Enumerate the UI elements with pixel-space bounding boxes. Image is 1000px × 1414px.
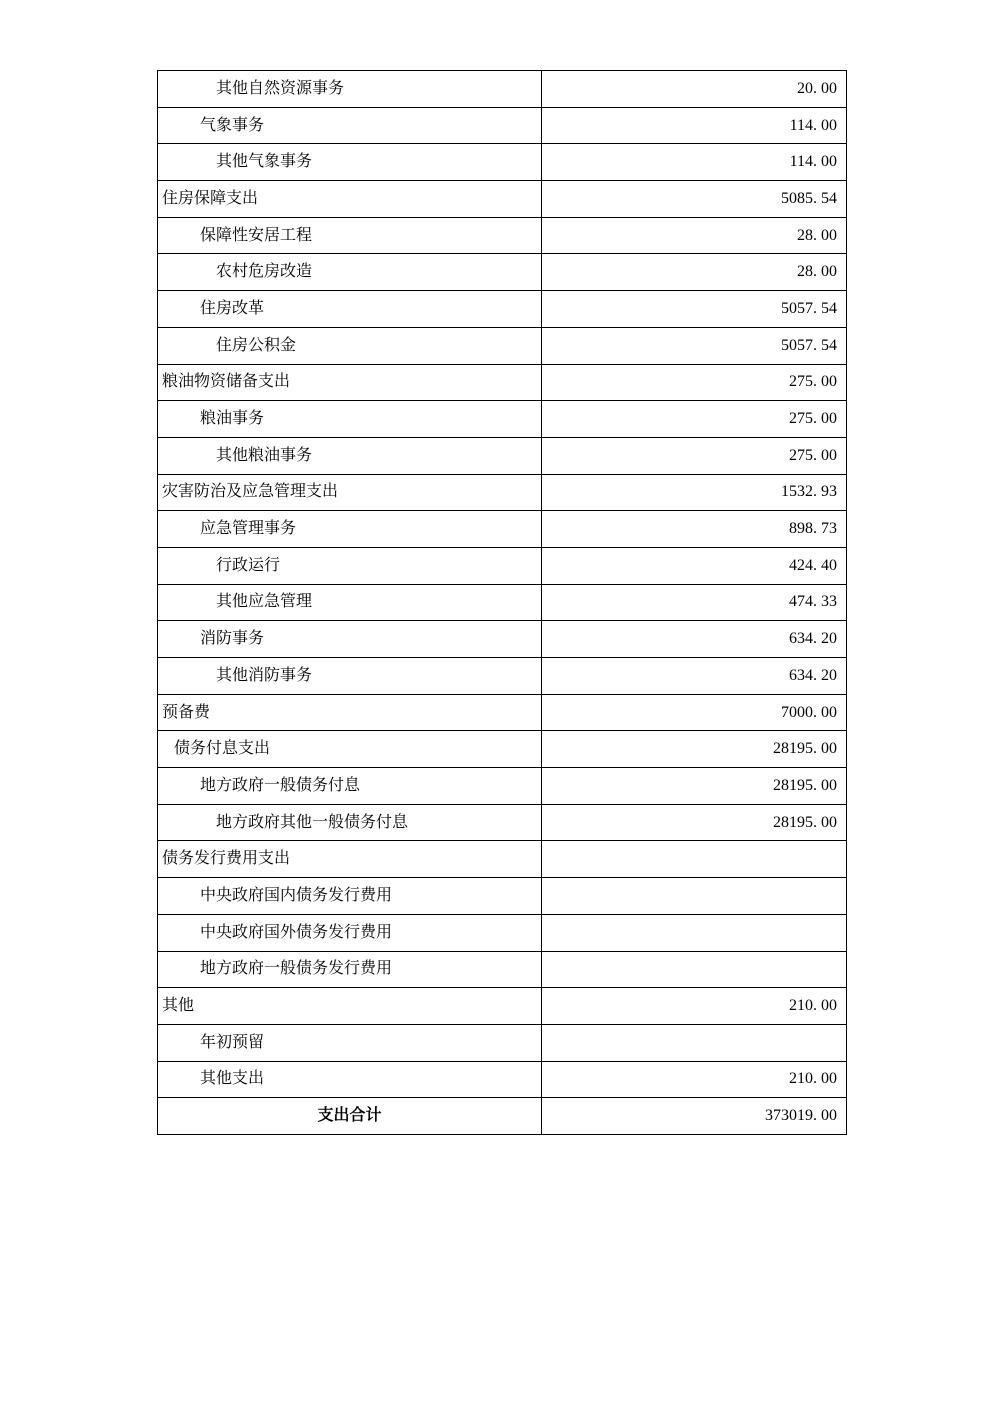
row-label: 粮油物资储备支出 <box>158 364 542 401</box>
row-value <box>542 841 847 878</box>
table-row <box>158 694 847 731</box>
row-label: 其他粮油事务 <box>158 437 542 474</box>
table-row <box>158 474 847 511</box>
row-value: 114. 00 <box>542 107 847 144</box>
row-value: 7000. 00 <box>542 694 847 731</box>
row-value: 275. 00 <box>542 401 847 438</box>
row-value: 275. 00 <box>542 364 847 401</box>
row-value: 634. 20 <box>542 621 847 658</box>
row-label: 住房改革 <box>158 291 542 328</box>
row-label: 保障性安居工程 <box>158 217 542 254</box>
total-label: 支出合计 <box>158 1098 542 1135</box>
row-label: 消防事务 <box>158 621 542 658</box>
table-row <box>158 804 847 841</box>
row-label: 地方政府其他一般债务付息 <box>158 804 542 841</box>
row-value: 28195. 00 <box>542 768 847 805</box>
table-row <box>158 951 847 988</box>
table-row <box>158 437 847 474</box>
row-value: 424. 40 <box>542 547 847 584</box>
row-label: 债务付息支出 <box>158 731 542 768</box>
row-label: 地方政府一般债务发行费用 <box>158 951 542 988</box>
table-row <box>158 181 847 218</box>
row-value: 634. 20 <box>542 658 847 695</box>
table-row <box>158 217 847 254</box>
table-row <box>158 878 847 915</box>
table-row <box>158 768 847 805</box>
row-value: 114. 00 <box>542 144 847 181</box>
row-value: 210. 00 <box>542 1061 847 1098</box>
row-value <box>542 1024 847 1061</box>
row-label: 气象事务 <box>158 107 542 144</box>
table-row <box>158 621 847 658</box>
table-row <box>158 364 847 401</box>
row-label: 粮油事务 <box>158 401 542 438</box>
row-value: 28. 00 <box>542 217 847 254</box>
table-row <box>158 511 847 548</box>
row-label: 其他 <box>158 988 542 1025</box>
row-value: 5057. 54 <box>542 291 847 328</box>
table-row <box>158 988 847 1025</box>
table-row <box>158 841 847 878</box>
table-row <box>158 584 847 621</box>
row-value: 1532. 93 <box>542 474 847 511</box>
row-value: 28195. 00 <box>542 804 847 841</box>
total-value: 373019. 00 <box>542 1098 847 1135</box>
row-label: 其他应急管理 <box>158 584 542 621</box>
budget-table-body <box>158 71 847 1135</box>
table-row <box>158 547 847 584</box>
total-row <box>158 1098 847 1135</box>
row-value: 5057. 54 <box>542 327 847 364</box>
row-label: 农村危房改造 <box>158 254 542 291</box>
table-row <box>158 1024 847 1061</box>
row-label: 中央政府国外债务发行费用 <box>158 914 542 951</box>
row-label: 地方政府一般债务付息 <box>158 768 542 805</box>
table-row <box>158 914 847 951</box>
table-row <box>158 731 847 768</box>
table-row <box>158 107 847 144</box>
table-row <box>158 144 847 181</box>
table-row <box>158 327 847 364</box>
row-label: 其他支出 <box>158 1061 542 1098</box>
row-value: 28. 00 <box>542 254 847 291</box>
row-label: 预备费 <box>158 694 542 731</box>
row-label: 中央政府国内债务发行费用 <box>158 878 542 915</box>
row-label: 应急管理事务 <box>158 511 542 548</box>
row-value: 5085. 54 <box>542 181 847 218</box>
row-value: 20. 00 <box>542 71 847 108</box>
row-label: 行政运行 <box>158 547 542 584</box>
row-value: 898. 73 <box>542 511 847 548</box>
row-value <box>542 951 847 988</box>
row-value: 28195. 00 <box>542 731 847 768</box>
row-label: 债务发行费用支出 <box>158 841 542 878</box>
row-label: 其他气象事务 <box>158 144 542 181</box>
row-value <box>542 878 847 915</box>
row-label: 年初预留 <box>158 1024 542 1061</box>
row-label: 住房保障支出 <box>158 181 542 218</box>
table-row <box>158 658 847 695</box>
table-row <box>158 71 847 108</box>
row-value <box>542 914 847 951</box>
row-value: 210. 00 <box>542 988 847 1025</box>
row-label: 其他自然资源事务 <box>158 71 542 108</box>
row-value: 474. 33 <box>542 584 847 621</box>
table-row <box>158 401 847 438</box>
row-value: 275. 00 <box>542 437 847 474</box>
row-label: 其他消防事务 <box>158 658 542 695</box>
row-label: 灾害防治及应急管理支出 <box>158 474 542 511</box>
budget-table <box>157 70 847 1135</box>
table-row <box>158 1061 847 1098</box>
row-label: 住房公积金 <box>158 327 542 364</box>
table-row <box>158 254 847 291</box>
table-row <box>158 291 847 328</box>
